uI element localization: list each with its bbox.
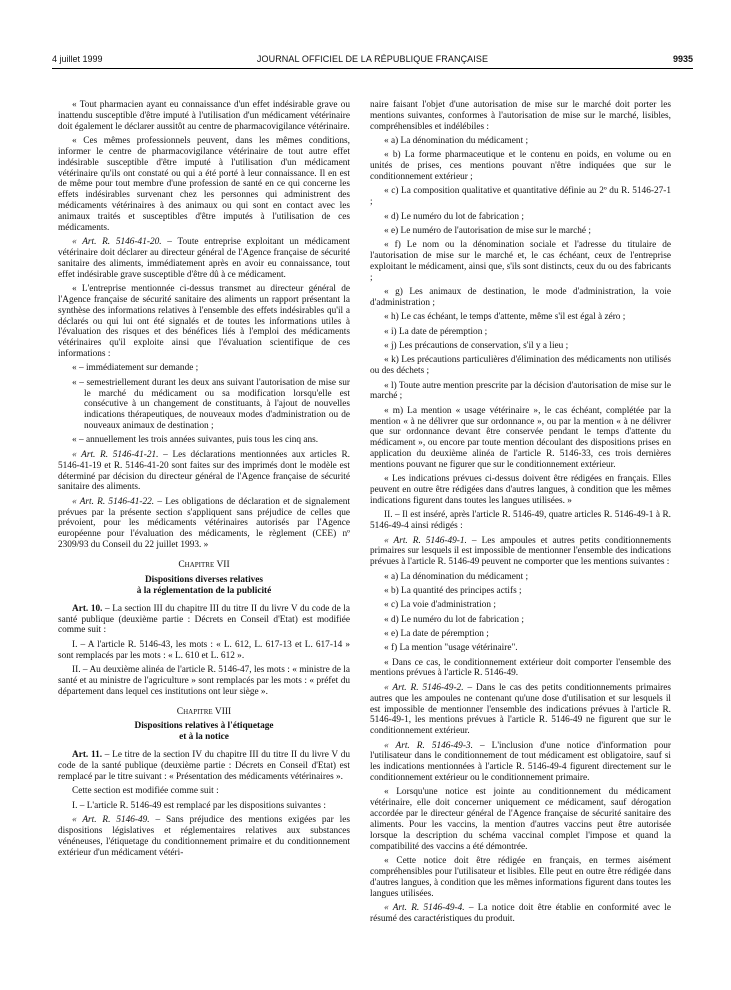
- paragraph: « Art. R. 5146-41-20. – Toute entreprise exploitant un médicament vétérinaire doit déclarer au directeur général de l'Agence française de sécurité sanitaire des aliments, immédiatement après en avoir eu connaissance, tout effet indésirable grave susceptible d'être dû à ce médicament.: [58, 237, 350, 280]
- article-reference: « Art. R. 5146-49.: [72, 815, 150, 826]
- article-reference: « Art. R. 5146-41-20.: [72, 237, 162, 248]
- paragraph: II. – Il est inséré, après l'article R. 5146-49, quatre articles R. 5146-49-1 à R. 5146-49-4 ainsi rédigés :: [370, 510, 671, 532]
- paragraph: « Lorsqu'une notice est jointe au conditionnement du médicament vétérinaire, elle doit concerner uniquement ce médicament, sauf dérogation accordée par le directeur général de l'Agence française de sécurité sanitaire des aliments. Pour les vaccins, la mention d'autres vaccins peut être autorisée lorsque la description du schéma vaccinal complet l'impose et quand la compatibilité des vaccins a été démontrée.: [370, 787, 671, 852]
- list-item: « e) Le numéro de l'autorisation de mise sur le marché ;: [384, 225, 591, 236]
- list-item: « b) La forme pharmaceutique et le contenu en poids, en volume ou en unités de prises, ces mentions pouvant n'être indiquées que sur le conditionnement extérieur ;: [370, 150, 671, 183]
- paragraph: « Art. R. 5146-49-4. – La notice doit être établie en conformité avec le résumé des caractéristiques du produit.: [370, 902, 671, 924]
- list-item: « c) La composition qualitative et quantitative définie au 2º du R. 5146-27-1 ;: [370, 186, 671, 208]
- article-number: Art. 10.: [72, 603, 103, 614]
- paragraph: I. – L'article R. 5146-49 est remplacé par les dispositions suivantes :: [72, 800, 326, 811]
- article-number: Art. 11.: [72, 750, 103, 761]
- article-reference: « Art. R. 5146-49-4.: [384, 902, 465, 913]
- list-item: « g) Les animaux de destination, le mode d'administration, la voie d'administration ;: [370, 287, 671, 308]
- list-item: « d) Le numéro du lot de fabrication ;: [384, 614, 524, 625]
- list-item: « d) Le numéro du lot de fabrication ;: [384, 211, 524, 222]
- paragraph: « Art. R. 5146-49-1. – Les ampoules et autres petits conditionnements primaires sur lesquels il est impossible de mentionner l'ensemble des indications prévues à l'article R. 5146-49 peuvent ne comporter que les mentions suivantes :: [370, 535, 672, 568]
- paragraph: « Art. R. 5146-41-21. – Les déclarations mentionnées aux articles R. 5146-41-19 et R. 5146-41-20 sont faites sur des imprimés dont le modèle est déterminé par décision du directeur général de l'Agence française de sécurité sanitaire des aliments.: [58, 449, 350, 493]
- list-item: « e) La date de péremption ;: [384, 628, 489, 639]
- paragraph: « L'entreprise mentionnée ci-dessus transmet au directeur général de l'Agence française de sécurité sanitaire des aliments un rapport présentant la synthèse des informations relatives à l'ensemble des effets indésirables qu'il a déclarés ou qui lui ont été signalés et de toutes les informations utiles à l'évaluation des risques et des bénéfices liés à l'emploi des médicaments vétérinaires qu'il exploite ainsi que l'évaluation scientifique de ces informations :: [58, 284, 350, 360]
- article-reference: « Art. R. 5146-41-21.: [72, 449, 159, 460]
- list-item: « a) La dénomination du médicament ;: [384, 571, 529, 582]
- list-item: « a) La dénomination du médicament ;: [384, 136, 529, 147]
- article-reference: « Art. R. 5146-49-1.: [384, 535, 467, 546]
- paragraph: « Art. R. 5146-49-3. – L'inclusion d'une notice d'information pour l'utilisateur dans le conditionnement de tout médicament est obligatoire, sauf si les indications mentionnées à l'article R. 5146-49-4 figurent directement sur le conditionnement extérieur ou le conditionnement primaire.: [370, 740, 671, 784]
- paragraph: II. – Au deuxième alinéa de l'article R. 5146-47, les mots : « ministre de la santé et au ministre de l'agriculture » sont remplacés par les mots : « préfet du département dans lequel ces institutions ont leur siège ».: [58, 664, 350, 697]
- paragraph: Cette section est modifiée comme suit :: [72, 786, 219, 797]
- paragraph: Art. 11. – Le titre de la section IV du chapitre III du titre II du livre V du code de la santé publique (deuxième partie : Décrets en Conseil d'Etat) est remplacé par le titre suivant : « Présentation des médicaments vétérinaires ».: [58, 750, 350, 783]
- list-item: « l) Toute autre mention prescrite par la décision d'autorisation de mise sur le marché ;: [370, 380, 671, 402]
- paragraph: « Ces mêmes professionnels peuvent, dans les mêmes conditions, informer le centre de pharmacovigilance vétérinaire de tout autre effet indésirable susceptible d'être imputé à l'utilisation d'un médicament vétérinaire qu'ils ont constaté ou qui a été porté à leur connaissance. Il en est de même pour tout membre d'une profession de santé en ce qui concerne les effets indésirables survenant chez les personnes qui administrent des médicaments vétérinaires à des animaux ou qui sont en contact avec les animaux traités et susceptibles d'être imputés à l'utilisation de ces médicaments.: [58, 136, 350, 233]
- chapter-title: Dispositions relatives à l'étiquetage et à la notice: [134, 721, 274, 743]
- paragraph: « Art. R. 5146-49. – Sans préjudice des mentions exigées par les dispositions législatives et réglementaires relatives aux substances vénéneuses, l'étiquetage du conditionnement primaire et du conditionnement extérieur d'un médicament vétéri-: [58, 815, 350, 858]
- article-reference: « Art. R. 5146-49-2.: [384, 682, 464, 693]
- paragraph: I. – A l'article R. 5146-43, les mots : « L. 612, L. 617-13 et L. 617-14 » sont remplacés par les mots : « L. 610 et L. 612 ».: [58, 639, 350, 661]
- header-date: 4 juillet 1999: [52, 54, 103, 64]
- header-page-number: 9935: [672, 54, 693, 64]
- right-column: [370, 100, 671, 928]
- paragraph: « Cette notice doit être rédigée en français, en termes aisément compréhensibles pour l'utilisateur et lisibles. Elle peut en outre être rédigée dans d'autres langues, à condition que les mêmes informations figurent dans toutes les langues utilisées.: [370, 855, 671, 899]
- list-item: « – annuellement les trois années suivantes, puis tous les cinq ans.: [72, 435, 319, 446]
- header-journal-title: JOURNAL OFFICIEL DE LA RÉPUBLIQUE FRANÇAISE: [256, 54, 489, 64]
- list-item: « b) La quantité des principes actifs ;: [384, 585, 522, 596]
- paragraph: « Dans ce cas, le conditionnement extérieur doit comporter l'ensemble des mentions prévues à l'article R. 5146-49.: [370, 657, 671, 679]
- list-item: « k) Les précautions particulières d'élimination des médicaments non utilisés ou des déchets ;: [370, 355, 671, 377]
- chapter-heading: Chapitre VII: [178, 559, 230, 570]
- paragraph: « Tout pharmacien ayant eu connaissance d'un effet indésirable grave ou inattendu susceptible d'être imputé à l'utilisation d'un médicament vétérinaire doit également le déclarer aussitôt au centre de pharmacovigilance vétérinaire.: [58, 100, 350, 132]
- paragraph: naire faisant l'objet d'une autorisation de mise sur le marché doit porter les mentions suivantes, conformes à l'autorisation de mise sur le marché, lisibles, compréhensibles et indélébiles :: [370, 100, 671, 132]
- article-reference: « Art. R. 5146-49-3.: [384, 740, 473, 751]
- page-header: [52, 54, 693, 69]
- list-item: « f) Le nom ou la dénomination sociale et l'adresse du titulaire de l'autorisation de mise sur le marché et, le cas échéant, ceux de l'entreprise exploitant le médicament, ainsi que, s'ils sont distincts, ceux du ou des fabricants ;: [370, 240, 671, 283]
- paragraph: « Art. R. 5146-41-22. – Les obligations de déclaration et de signalement prévues par la présente section s'appliquent sans préjudice de celles que prévoient, pour les médicaments vétérinaires autorisés par l'Agence européenne pour l'évaluation des médicaments, le règlement (CEE) nº 2309/93 du Conseil du 22 juillet 1993. »: [58, 496, 350, 551]
- list-item: « c) La voie d'administration ;: [384, 600, 496, 611]
- list-item: « – semestriellement durant les deux ans suivant l'autorisation de mise sur le marché du médicament ou sa modification lorsqu'elle est consécutive à un changement de constituants, à l'ajout de nouvelles indications thérapeutiques, de nouveaux modes d'administration ou de nouveaux animaux de destination ;: [72, 377, 350, 432]
- list-item: « i) La date de péremption ;: [384, 326, 488, 337]
- chapter-heading: Chapitre VIII: [176, 706, 232, 717]
- list-item: « h) Le cas échéant, le temps d'attente, même s'il est égal à zéro ;: [384, 312, 626, 323]
- list-item: « f) La mention "usage vétérinaire".: [384, 643, 518, 654]
- paragraph: « Les indications prévues ci-dessus doivent être rédigées en français. Elles peuvent en outre être rédigées dans d'autres langues, à condition que les mêmes indications figurent dans toutes les langues utilisées. »: [370, 474, 671, 506]
- chapter-title: Dispositions diverses relatives à la réglementation de la publicité: [136, 574, 272, 596]
- list-item: « j) Les précautions de conservation, s'il y a lieu ;: [384, 341, 569, 352]
- list-item: « – immédiatement sur demande ;: [72, 363, 199, 374]
- paragraph: Art. 10. – La section III du chapitre III du titre II du livre V du code de la santé publique (deuxième partie : Décrets en Conseil d'Etat) est modifiée comme suit :: [58, 603, 350, 636]
- list-item: « m) La mention « usage vétérinaire », le cas échéant, complétée par la mention « à ne délivrer que sur ordonnance », ou par la mention « à ne délivrer que sur ordonnance devant être conservée pendant le temps d'attente du médicament », ou encore par toute mention découlant des dispositions prises en application du deuxième alinéa de l'article R. 5146-33, ces trois dernières mentions pouvant ne figurer que sur le conditionnement extérieur.: [370, 405, 671, 470]
- paragraph: « Art. R. 5146-49-2. – Dans le cas des petits conditionnements primaires autres que les ampoules ne contenant qu'une dose d'utilisation et sur lesquels il est impossible de mentionner l'ensemble des indications prévues à l'article R. 5146-49-1, les mentions prévues à l'article R. 5146-49 ne figurent que sur le conditionnement extérieur.: [370, 682, 672, 737]
- article-reference: « Art. R. 5146-41-22.: [72, 496, 155, 507]
- left-column: [58, 100, 350, 862]
